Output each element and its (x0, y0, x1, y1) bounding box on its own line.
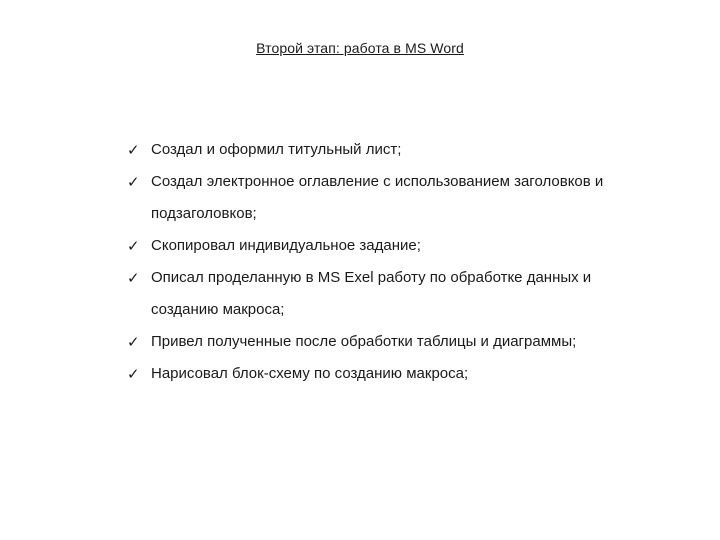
check-icon: ✓ (127, 269, 140, 287)
list-item-text: Описал проделанную в MS Exel работу по обработке данных и созданию макроса; (151, 269, 592, 318)
list-item-text: Привел полученные после обработки таблицы и диаграммы; (151, 333, 577, 350)
list-item-text: Создал и оформил титульный лист; (151, 141, 402, 158)
check-icon: ✓ (127, 141, 140, 159)
list-item (127, 230, 687, 262)
check-icon: ✓ (127, 365, 140, 383)
slide-title: Второй этап: работа в MS Word (256, 40, 464, 56)
list-item (127, 326, 687, 358)
list-item (127, 262, 687, 326)
list-item (127, 358, 687, 390)
bullet-list (127, 134, 687, 390)
list-item (127, 166, 687, 230)
list-item (127, 134, 687, 166)
check-icon: ✓ (127, 237, 140, 255)
check-icon: ✓ (127, 173, 140, 191)
list-item-text: Создал электронное оглавление с использованием заголовков и подзаголовков; (151, 173, 604, 222)
check-icon: ✓ (127, 333, 140, 351)
list-item-text: Скопировал индивидуальное задание; (151, 237, 421, 254)
list-item-text: Нарисовал блок-схему по созданию макроса; (151, 365, 469, 382)
